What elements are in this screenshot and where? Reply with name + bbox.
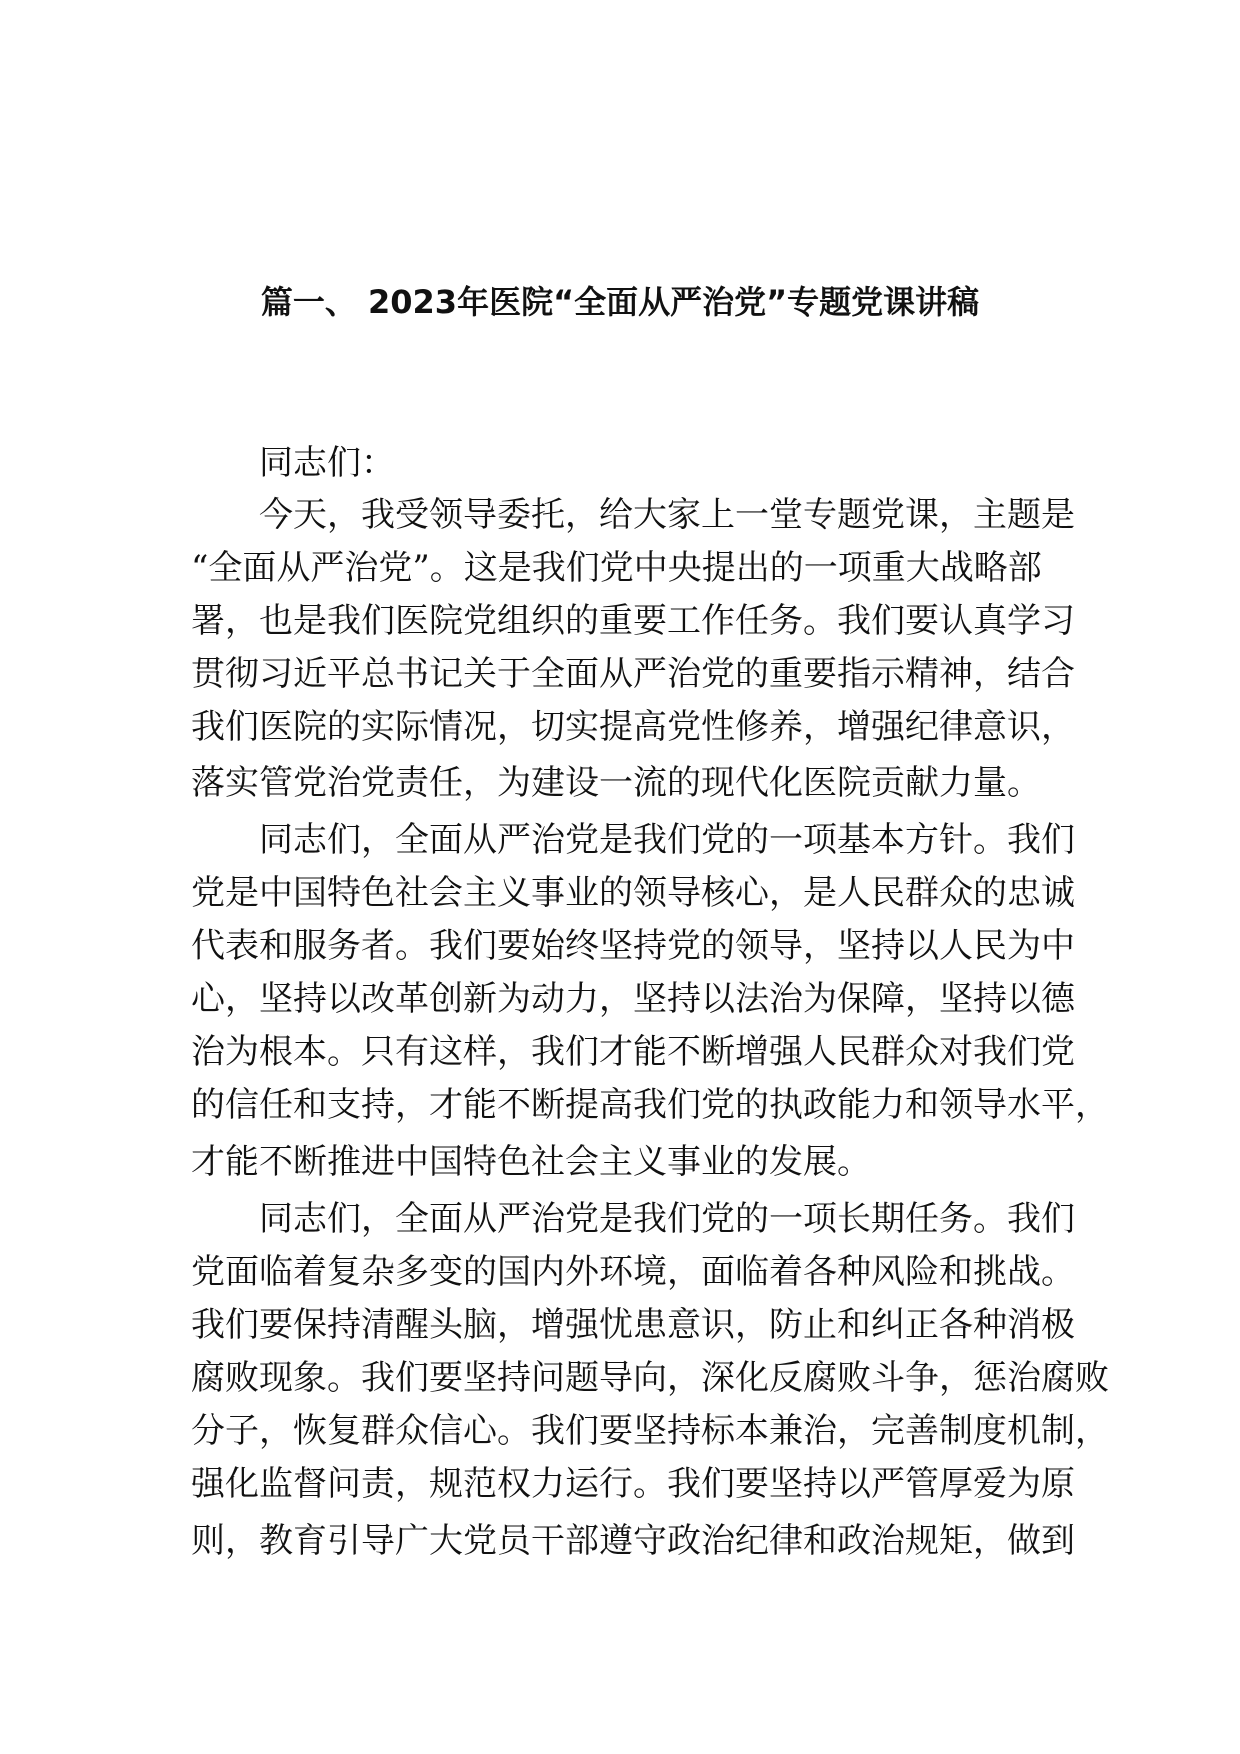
paragraph-1-line-3: 署，也是我们医院党组织的重要工作任务。我们要认真学习 [191,601,1075,641]
paragraph-2-line-7: 才能不断推进中国特色社会主义事业的发展。 [191,1142,871,1182]
paragraph-2-line-6: 的信任和支持，才能不断提高我们党的执政能力和领导水平， [191,1085,1109,1125]
paragraph-3-line-3: 我们要保持清醒头脑，增强忧患意识，防止和纠正各种消极 [191,1305,1075,1345]
paragraph-3-line-1: 同志们，全面从严治党是我们党的一项长期任务。我们 [259,1199,1075,1239]
paragraph-1-line-5: 我们医院的实际情况，切实提高党性修养，增强纪律意识， [191,707,1075,747]
paragraph-3-line-5: 分子，恢复群众信心。我们要坚持标本兼治，完善制度机制， [191,1411,1109,1451]
paragraph-2-line-1: 同志们，全面从严治党是我们党的一项基本方针。我们 [259,820,1075,860]
paragraph-1-line-6: 落实管党治党责任，为建设一流的现代化医院贡献力量。 [191,763,1041,803]
paragraph-2-line-3: 代表和服务者。我们要始终坚持党的领导，坚持以人民为中 [191,926,1075,966]
salutation: 同志们： [259,443,395,483]
paragraph-1-line-4: 贯彻习近平总书记关于全面从严治党的重要指示精神，结合 [191,654,1075,694]
paragraph-1-line-2: “全面从严治党”。这是我们党中央提出的一项重大战略部 [191,548,1042,588]
paragraph-2-line-2: 党是中国特色社会主义事业的领导核心，是人民群众的忠诚 [191,873,1075,913]
paragraph-1-line-1: 今天，我受领导委托，给大家上一堂专题党课，主题是 [259,495,1075,535]
paragraph-2-line-5: 治为根本。只有这样，我们才能不断增强人民群众对我们党 [191,1032,1075,1072]
paragraph-3-line-7: 则，教育引导广大党员干部遵守政治纪律和政治规矩，做到 [191,1521,1075,1561]
paragraph-3-line-6: 强化监督问责，规范权力运行。我们要坚持以严管厚爱为原 [191,1464,1075,1504]
paragraph-3-line-4: 腐败现象。我们要坚持问题导向，深化反腐败斗争，惩治腐败 [191,1358,1109,1398]
document-title: 篇一、 2023年医院“全面从严治党”专题党课讲稿 [260,283,980,321]
paragraph-3-line-2: 党面临着复杂多变的国内外环境，面临着各种风险和挑战。 [191,1252,1075,1292]
paragraph-2-line-4: 心，坚持以改革创新为动力，坚持以法治为保障，坚持以德 [191,979,1075,1019]
